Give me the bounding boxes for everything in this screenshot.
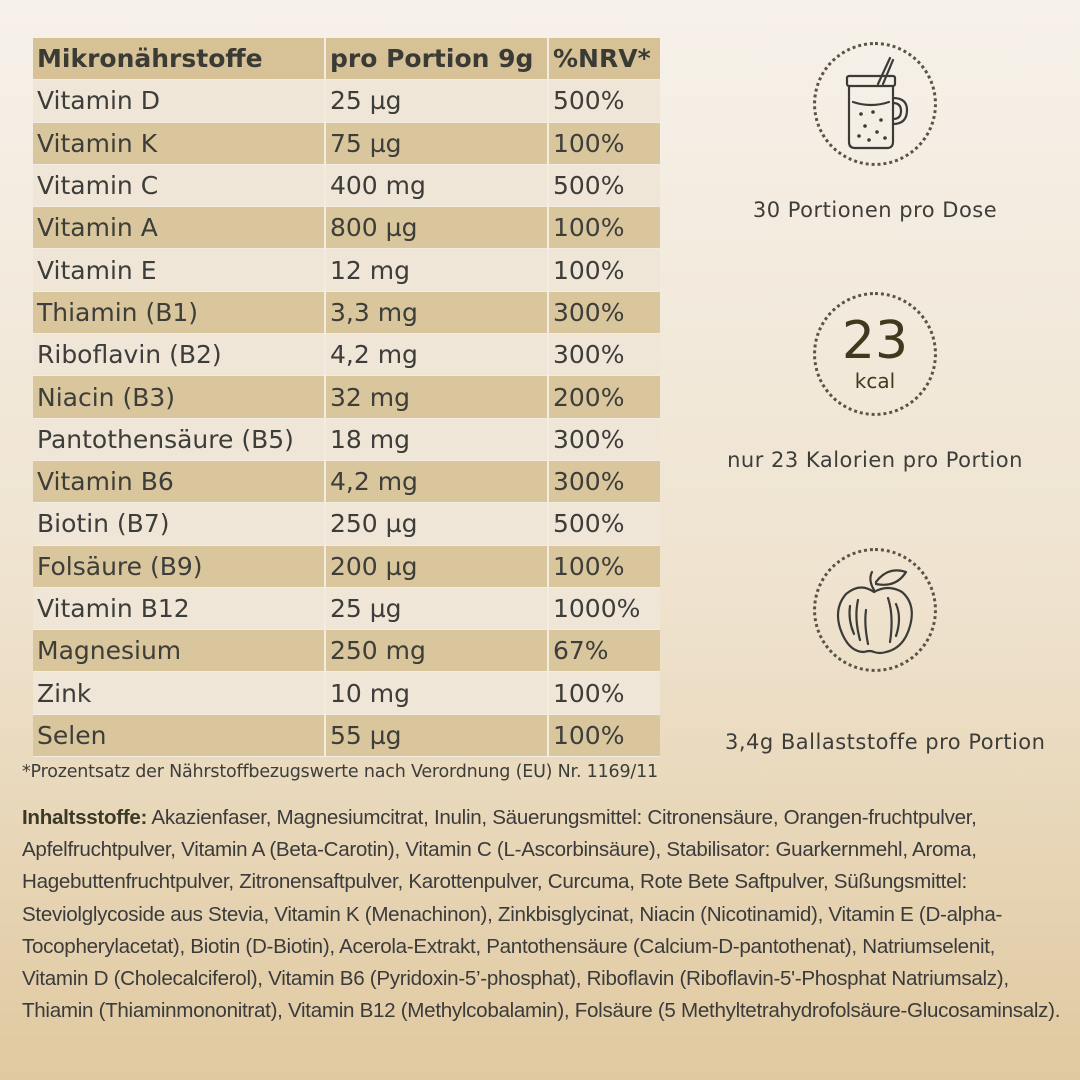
amount-cell: 25 µg — [325, 80, 548, 122]
ingredients-paragraph — [22, 802, 1062, 1027]
calories-unit: kcal — [854, 369, 896, 393]
nrv-cell: 100% — [548, 672, 660, 714]
fiber-caption: 3,4g Ballaststoffe pro Portion — [725, 730, 1046, 754]
nutrient-name-cell: Selen — [33, 714, 325, 756]
table-row — [33, 714, 660, 756]
nrv-cell: 300% — [548, 334, 660, 376]
table-row — [33, 545, 660, 587]
amount-cell: 250 mg — [325, 630, 548, 672]
amount-cell: 75 µg — [325, 122, 548, 164]
table-row — [33, 418, 660, 460]
nrv-cell: 300% — [548, 418, 660, 460]
nrv-cell: 500% — [548, 164, 660, 206]
nutrient-name-cell: Vitamin A — [33, 207, 325, 249]
nutrient-name-cell: Riboflavin (B2) — [33, 334, 325, 376]
amount-cell: 800 µg — [325, 207, 548, 249]
table-row — [33, 249, 660, 291]
fiber-circle — [813, 548, 937, 672]
amount-cell: 4,2 mg — [325, 334, 548, 376]
nrv-cell: 300% — [548, 291, 660, 333]
nutrient-name-cell: Thiamin (B1) — [33, 291, 325, 333]
nutrient-name-cell: Niacin (B3) — [33, 376, 325, 418]
nutrient-name-cell: Vitamin B6 — [33, 460, 325, 502]
amount-cell: 55 µg — [325, 714, 548, 756]
nrv-cell: 100% — [548, 122, 660, 164]
header-nutrient: Mikronährstoffe — [33, 38, 325, 80]
nrv-cell: 67% — [548, 630, 660, 672]
nutrient-name-cell: Pantothensäure (B5) — [33, 418, 325, 460]
table-row — [33, 291, 660, 333]
nrv-cell: 100% — [548, 207, 660, 249]
amount-cell: 12 mg — [325, 249, 548, 291]
table-row — [33, 630, 660, 672]
nrv-cell: 500% — [548, 503, 660, 545]
amount-cell: 3,3 mg — [325, 291, 548, 333]
header-nrv: %NRV* — [548, 38, 660, 80]
nutrient-table-wrap — [33, 38, 660, 757]
table-row — [33, 672, 660, 714]
table-row — [33, 207, 660, 249]
amount-cell: 32 mg — [325, 376, 548, 418]
feature-portions — [725, 42, 1025, 222]
amount-cell: 250 µg — [325, 503, 548, 545]
amount-cell: 200 µg — [325, 545, 548, 587]
nrv-cell: 300% — [548, 460, 660, 502]
portions-caption: 30 Portionen pro Dose — [752, 198, 998, 222]
amount-cell: 4,2 mg — [325, 460, 548, 502]
nutrient-name-cell: Biotin (B7) — [33, 503, 325, 545]
nrv-cell: 200% — [548, 376, 660, 418]
feature-calories — [725, 292, 1025, 472]
apple-icon — [830, 560, 920, 660]
table-row — [33, 334, 660, 376]
calories-number: 23 — [841, 311, 909, 371]
nutrient-name-cell: Folsäure (B9) — [33, 545, 325, 587]
header-per-portion: pro Portion 9g — [325, 38, 548, 80]
smoothie-jar-icon — [835, 54, 915, 154]
nutrient-name-cell: Vitamin K — [33, 122, 325, 164]
table-row — [33, 503, 660, 545]
nutrient-table — [33, 38, 660, 757]
nutrient-name-cell: Vitamin D — [33, 80, 325, 122]
portions-circle — [813, 42, 937, 166]
amount-cell: 400 mg — [325, 164, 548, 206]
nutrient-name-cell: Vitamin C — [33, 164, 325, 206]
nrv-cell: 100% — [548, 545, 660, 587]
nrv-cell: 500% — [548, 80, 660, 122]
table-body — [33, 80, 660, 757]
table-row — [33, 587, 660, 629]
ingredients-label: Inhaltsstoffe: — [22, 806, 148, 829]
table-row — [33, 80, 660, 122]
nrv-cell: 1000% — [548, 587, 660, 629]
table-row — [33, 122, 660, 164]
nrv-footnote: *Prozentsatz der Nährstoffbezugswerte nach Verordnung (EU) Nr. 1169/11 — [22, 762, 658, 782]
calories-circle — [813, 292, 937, 416]
nrv-cell: 100% — [548, 714, 660, 756]
table-header-row — [33, 38, 660, 80]
nutrient-name-cell: Vitamin E — [33, 249, 325, 291]
table-row — [33, 376, 660, 418]
nrv-cell: 100% — [548, 249, 660, 291]
ingredients-text: Akazienfaser, Magnesiumcitrat, Inulin, Säuerungsmittel: Citronensäure, Orangen-fruchtpulver, Apfelfruchtpulver, Vitamin A (Beta-Carotin), Vitamin C (L-Ascorbinsäure), Stabilisator: Guarkernmehl, Aroma, Hagebuttenfruchtpulver, Zitronensaftpulver, Karottenpulver, Curcuma, Rote Bete Saftpulver, Süßungsmittel: Steviolglycoside aus Stevia, Vitamin K (Menachinon), Zinkbisglycinat, Niacin (Nicotinamid), Vitamin E (D-alpha-Tocopherylacetat), Biotin (D-Biotin), Acerola-Extrakt, Pantothensäure (Calcium-D-pantothenat), Natriumselenit, Vitamin D (Cholecalciferol), Vitamin B6 (Pyridoxin-5’-phosphat), Riboflavin (Riboflavin-5'-Phosphat Natriumsalz), Thiamin (Thiaminmononitrat), Vitamin B12 (Methylcobalamin), Folsäure (5 Methyltetrahydrofolsäure-Glucosaminsalz). — [22, 806, 1061, 1023]
nutrient-name-cell: Vitamin B12 — [33, 587, 325, 629]
calories-caption: nur 23 Kalorien pro Portion — [727, 448, 1023, 472]
nutrient-name-cell: Zink — [33, 672, 325, 714]
nutrient-name-cell: Magnesium — [33, 630, 325, 672]
feature-fiber — [725, 548, 1046, 754]
amount-cell: 25 µg — [325, 587, 548, 629]
amount-cell: 10 mg — [325, 672, 548, 714]
table-row — [33, 460, 660, 502]
table-row — [33, 164, 660, 206]
amount-cell: 18 mg — [325, 418, 548, 460]
